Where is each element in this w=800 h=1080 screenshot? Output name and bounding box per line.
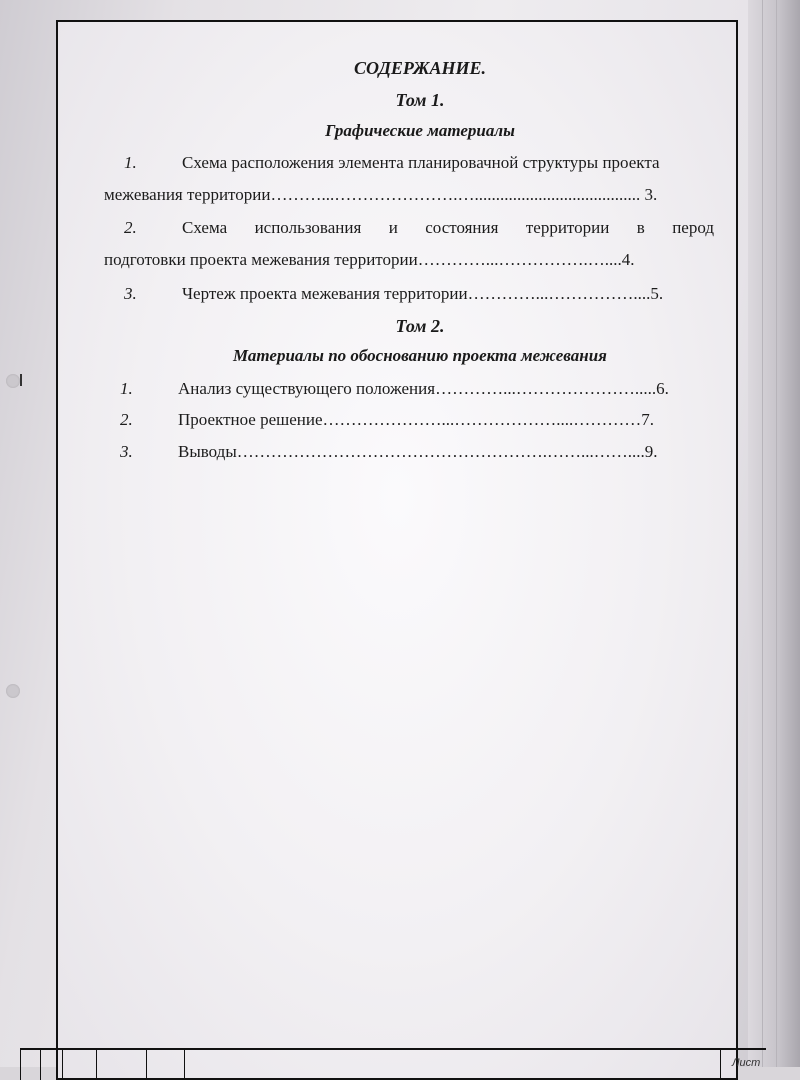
toc-item-continuation: межевания территории………...………………….…....................................... 3.	[104, 185, 658, 204]
volume2-heading: Том 2.	[395, 316, 445, 336]
volume1-subheading: Графические материалы	[325, 121, 515, 140]
volume2-subheading: Материалы по обоснованию проекта межевания	[233, 346, 607, 365]
underlying-page-stack	[748, 0, 800, 1067]
sheet-label: Лист	[732, 1057, 761, 1069]
title-block-divider	[720, 1050, 721, 1080]
punch-hole	[6, 374, 20, 388]
title-block-divider	[40, 1050, 41, 1080]
toc-item-number: 2.	[120, 410, 133, 429]
toc-item-number: 2.	[124, 218, 137, 237]
toc-word: территории	[525, 218, 610, 237]
page-edge	[762, 0, 763, 1067]
toc-word: перод	[672, 218, 714, 237]
toc-item-number: 3.	[124, 284, 137, 303]
toc-word: состояния	[425, 218, 499, 237]
drawing-frame	[56, 20, 738, 1080]
title-block-divider	[184, 1050, 185, 1080]
contents-title: СОДЕРЖАНИЕ.	[354, 58, 486, 78]
toc-item-text: Схема расположения элемента планировачной структуры проекта	[182, 153, 660, 172]
punch-mark	[20, 374, 22, 386]
title-block-divider	[62, 1050, 63, 1080]
toc-item-number: 1.	[124, 153, 137, 172]
title-block-strip	[20, 1048, 766, 1080]
volume1-heading: Том 1.	[395, 90, 445, 110]
page-edge	[776, 0, 777, 1067]
toc-word: Схема	[182, 218, 228, 237]
title-block-divider	[96, 1050, 97, 1080]
toc-item-number: 1.	[120, 379, 133, 398]
toc-item-text: Чертеж проекта межевания территории…………...……………....5.	[182, 284, 664, 303]
toc-item-text: Проектное решение…………………...………………....…………7.	[178, 410, 655, 429]
toc-item-text	[182, 218, 714, 238]
toc-item-number: 3.	[120, 442, 133, 461]
toc-item-text: Выводы……………………………………………….……...……....9.	[178, 442, 658, 461]
punch-hole	[6, 684, 20, 698]
toc-word: в	[636, 218, 645, 237]
toc-item-continuation: подготовки проекта межевания территории…………...…………….…....4.	[104, 250, 635, 269]
toc-word: и	[388, 218, 398, 237]
title-block-divider	[20, 1050, 21, 1080]
toc-word: использования	[254, 218, 362, 237]
title-block-divider	[146, 1050, 147, 1080]
toc-item-text: Анализ существующего положения…………...………………….....6.	[178, 379, 669, 398]
